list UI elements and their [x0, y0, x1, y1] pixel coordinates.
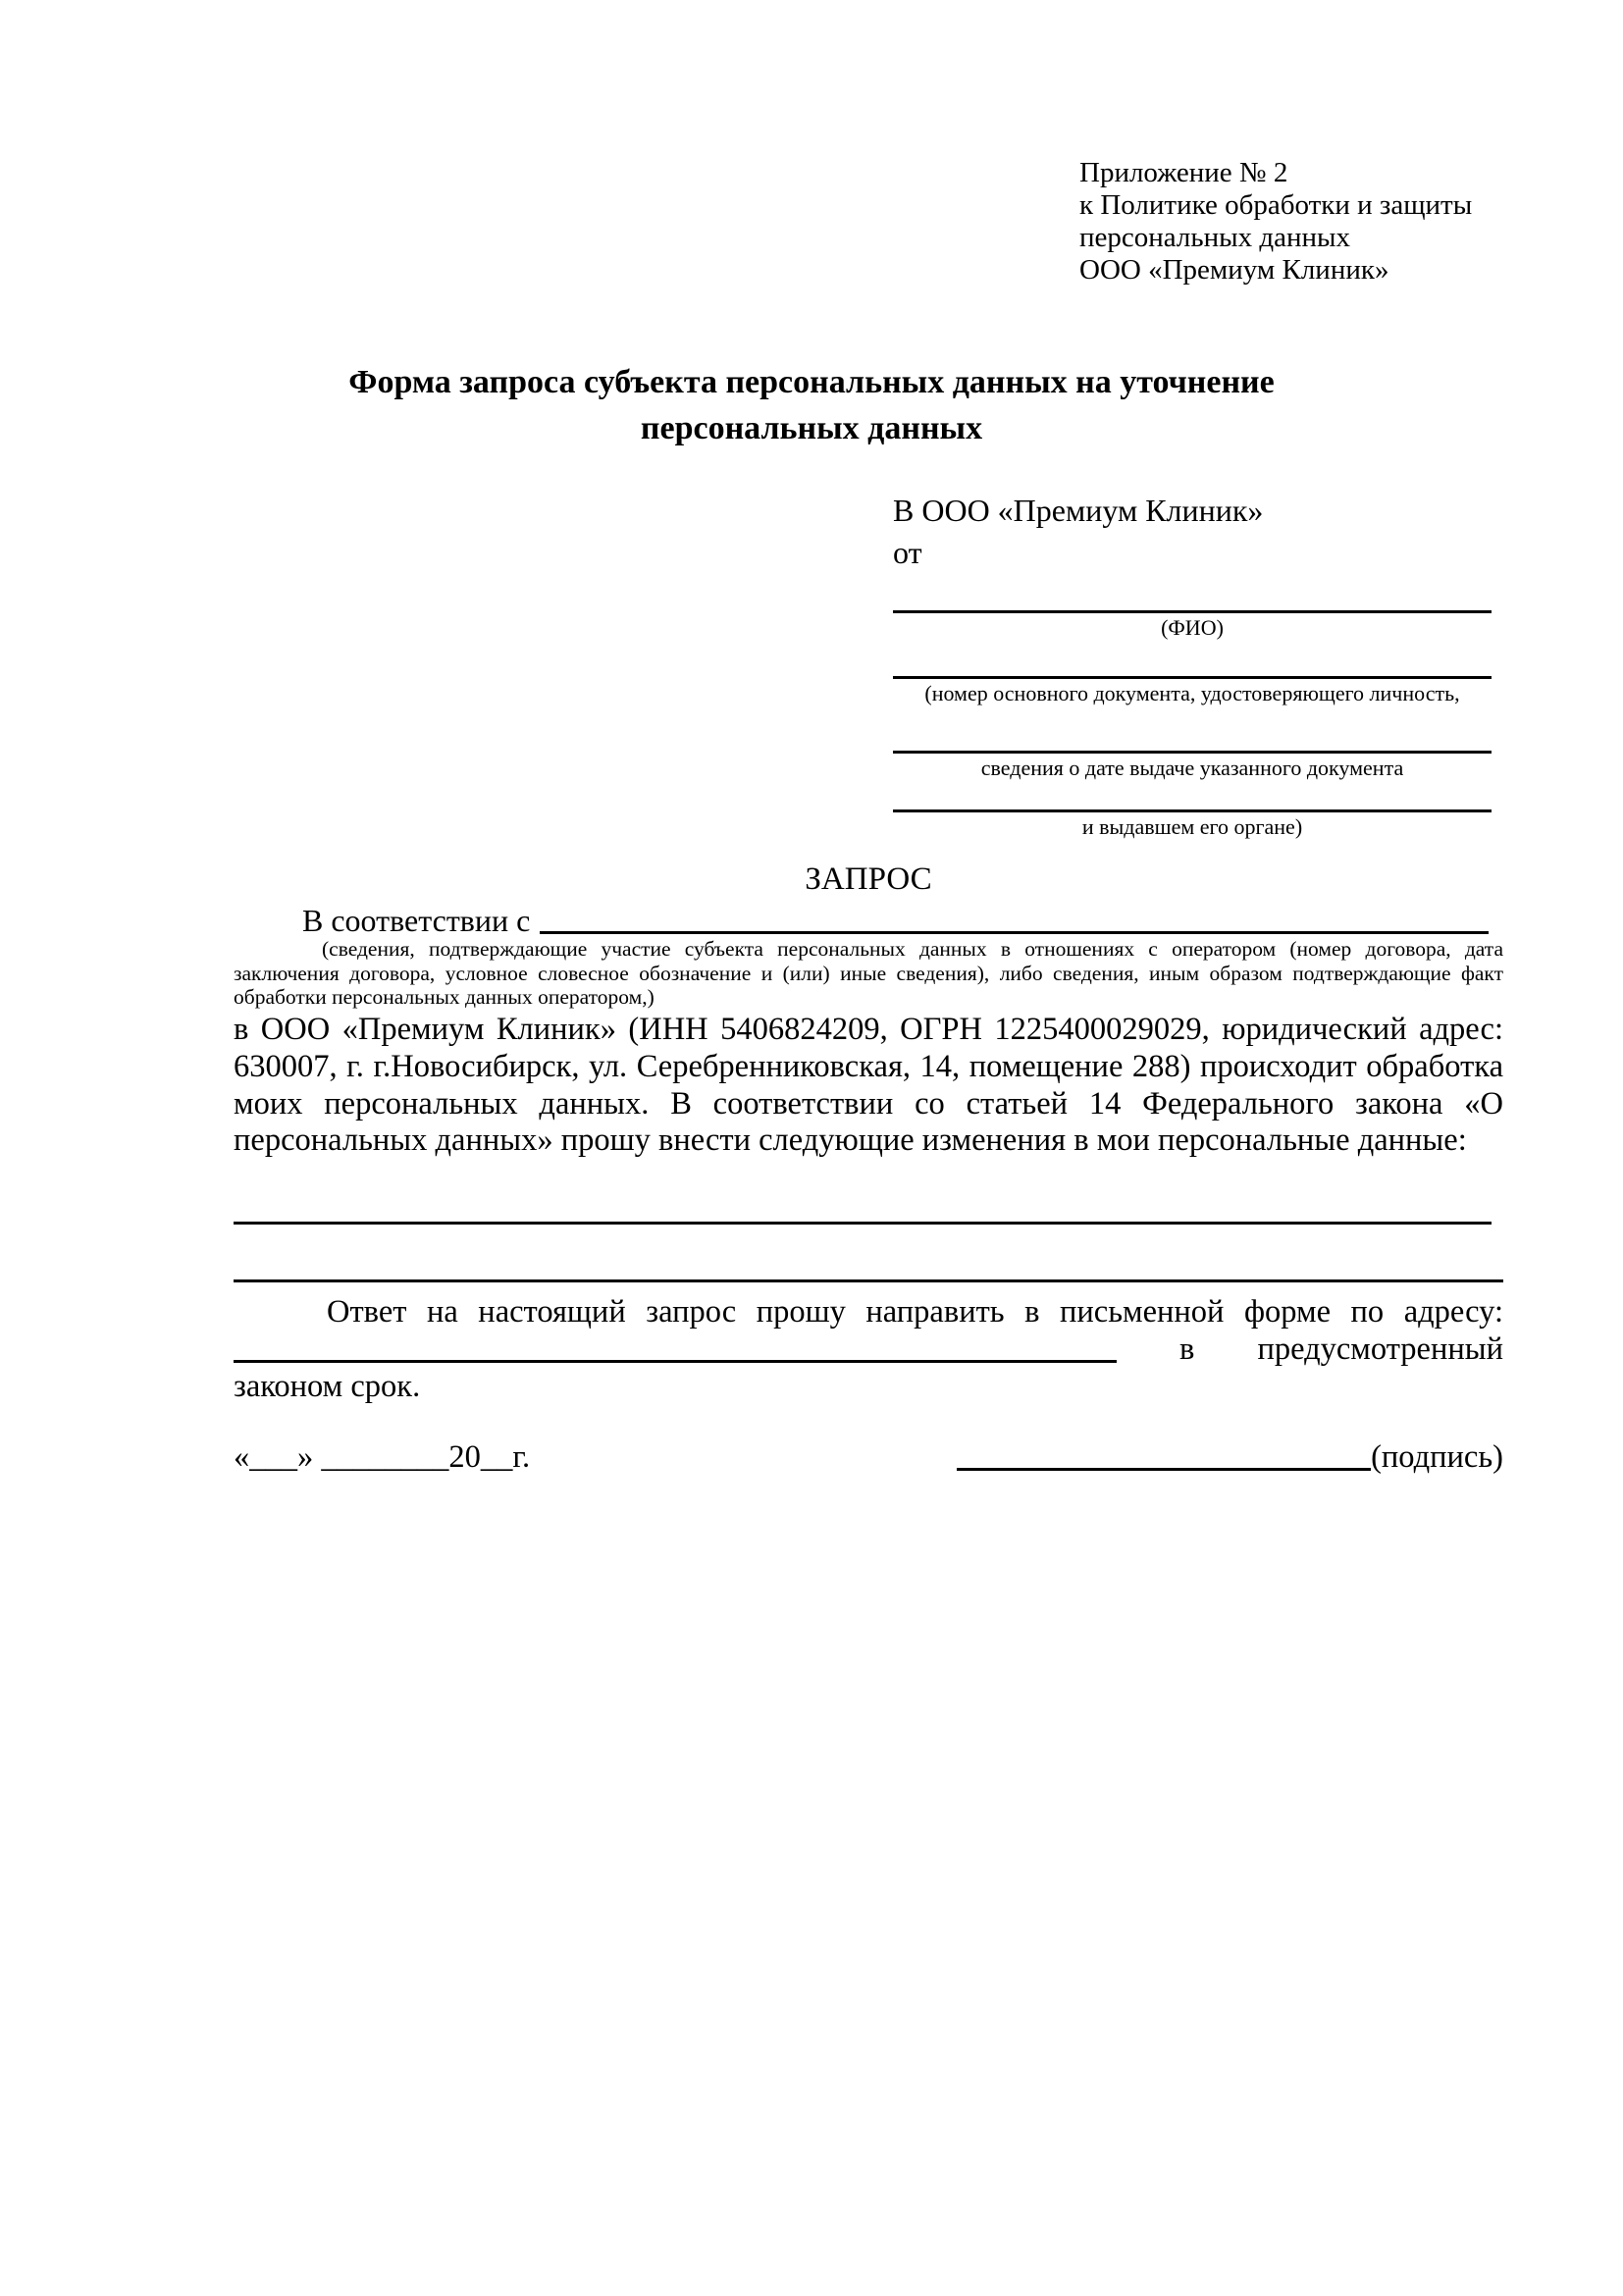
signature-fill-line [957, 1468, 1371, 1471]
changes-fill-line-2 [234, 1279, 1503, 1282]
signature-group [957, 1437, 1503, 1477]
reply-line-1: Ответ на настоящий запрос прошу направить в письменной форме по адресу: [327, 1294, 1503, 1330]
document-number-caption: (номер основного документа, удостоверяющего личность, [924, 681, 1460, 705]
signature-caption: (подпись) [1371, 1439, 1503, 1475]
document-number-fill-line [893, 676, 1492, 679]
reply-line-3: законом срок. [234, 1369, 421, 1404]
issue-date-caption: сведения о дате выдаче указанного документа [980, 756, 1404, 780]
appendix-line: ООО «Премиум Клиник» [1079, 254, 1389, 286]
address-fill-line [234, 1360, 1117, 1363]
intro-note: (сведения, подтверждающие участие субъекта персональных данных в отношениях с оператором (номер договора, дата заключения договора, условное словесное обозначение и (или) иные сведения), либо сведения, иным образом подтверждающие факт обработки персональных данных оператором,) [234, 937, 1503, 1010]
page-title: Форма запроса субъекта персональных данных на уточнение персональных данных [348, 364, 1275, 446]
appendix-block [1079, 157, 1550, 287]
reply-mid-row [234, 1331, 1503, 1368]
footer-row [234, 1437, 1503, 1477]
changes-fill-line-1 [234, 1222, 1492, 1225]
reply-block [234, 1293, 1503, 1405]
request-body: в ООО «Премиум Клиник» (ИНН 5406824209, ОГРН 1225400029029, юридический адрес: 630007, г. г.Новосибирск, ул. Серебренниковская, 14, помещение 288) происходит обработка моих персональных данных. В соответствии со статьей 14 Федерального закона «О персональных данных» прошу внести следующие изменения в мои персональные данные: [234, 1012, 1503, 1159]
fio-fill-line [893, 610, 1492, 613]
issuing-authority-fill-line [893, 809, 1492, 812]
intro-row [234, 901, 1503, 940]
basis-fill-line [540, 901, 1489, 934]
reply-word-predusmotrennyy: предусмотренный [1257, 1331, 1503, 1367]
addressee-from-label: от [893, 535, 922, 570]
appendix-line: персональных данных [1079, 222, 1351, 253]
fio-caption: (ФИО) [1161, 615, 1224, 640]
addressee-to: В ООО «Премиум Клиник» [893, 493, 1264, 528]
appendix-line: к Политике обработки и защиты [1079, 189, 1473, 221]
issue-date-fill-line [893, 751, 1492, 754]
intro-prefix: В соответствии с [302, 903, 531, 938]
date-blank: «___» ________20__г. [234, 1439, 531, 1475]
issuing-authority-caption: и выдавшем его органе) [1081, 814, 1303, 839]
appendix-line: Приложение № 2 [1079, 157, 1288, 188]
reply-word-v: в [1179, 1331, 1195, 1367]
addressee-block [893, 491, 1492, 840]
request-heading: ЗАПРОС [805, 861, 932, 897]
